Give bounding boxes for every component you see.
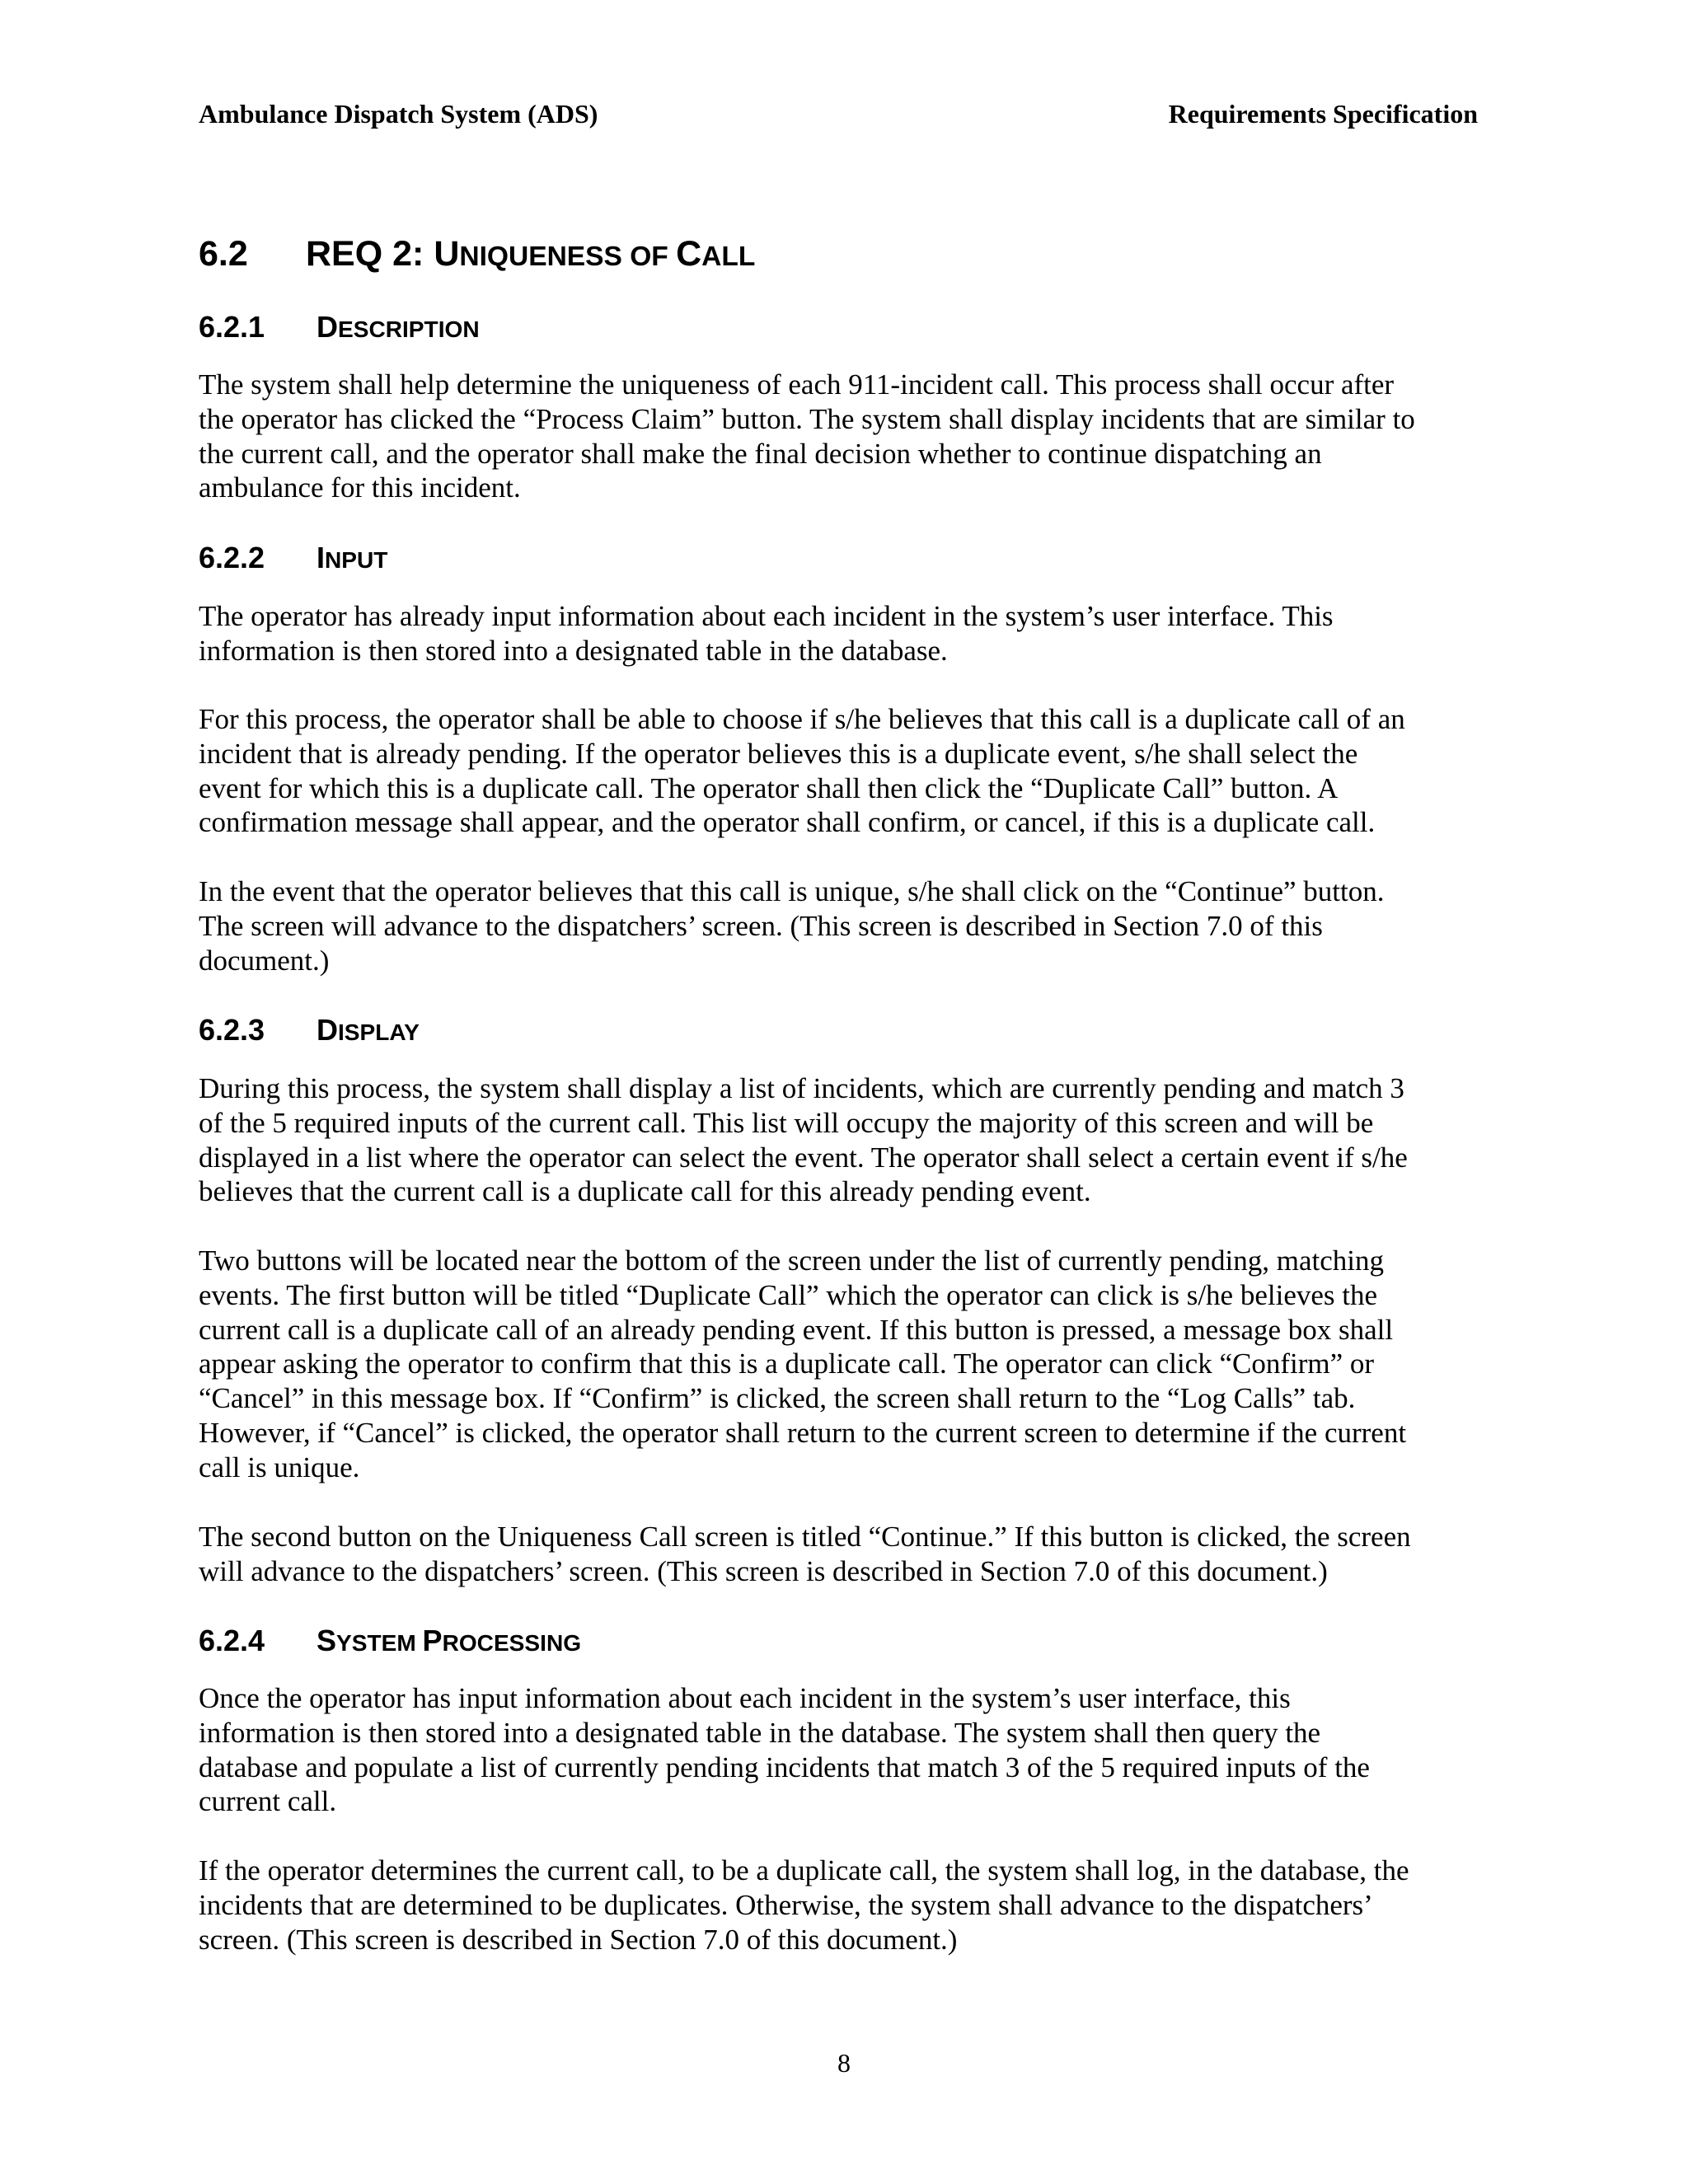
header-title: Ambulance Dispatch System (ADS) [199,99,598,129]
paragraph: In the event that the operator believes that this call is unique, s/he shall click on the “Continue” button. The screen will advance to the dispatchers’ screen. (This screen is described in Section 7.0 of this document.) [199,875,1385,977]
section-number: 6.2 [199,234,248,274]
subsection-heading-description [199,309,480,348]
subsection-title: DESCRIPTION [316,310,480,344]
paragraph: If the operator determines the current call, to be a duplicate call, the system shall log, in the database, the incidents that are determined to be duplicates. Otherwise, the system shall advance to the dispatchers’ screen. (This screen is described in Section 7.0 of this document.) [199,1854,1409,1956]
paragraph: The system shall help determine the uniqueness of each 911-incident call. This process shall occur after the operator has clicked the “Process Claim” button. The system shall display incidents that are similar to the current call, and the operator shall make the final decision whether to continue dispatching an ambulance for this incident. [199,368,1415,504]
subsection-heading-system-processing [199,1623,581,1661]
subsection-heading-display [199,1012,420,1051]
paragraph: For this process, the operator shall be able to choose if s/he believes that this call is a duplicate call of an incident that is already pending. If the operator believes this is a duplicate event, s/he shall select the event for which this is a duplicate call. The operator shall then click the “Duplicate Call” button. A confirmation message shall appear, and the operator shall confirm, or cancel, if this is a duplicate call. [199,703,1405,839]
header-doc-type: Requirements Specification [1168,99,1478,129]
paragraph: The operator has already input information about each incident in the system’s user interface. This information is then stored into a designated table in the database. [199,600,1334,667]
paragraph: During this process, the system shall display a list of incidents, which are currently pending and match 3 of the 5 required inputs of the current call. This list will occupy the majority of this screen and will be displayed in a list where the operator can select the event. The operator shall select a certain event if s/he believes that the current call is a duplicate call for this already pending event. [199,1072,1408,1208]
paragraph: The second button on the Uniqueness Call screen is titled “Continue.” If this button is clicked, the screen will advance to the dispatchers’ screen. (This screen is described in Section 7.0 of this document.) [199,1521,1411,1587]
subsection-number: 6.2.4 [199,1624,265,1657]
paragraph: Once the operator has input information about each incident in the system’s user interface, this information is then stored into a designated table in the database. The system shall then query the database and populate a list of currently pending incidents that match 3 of the 5 required inputs of the current call. [199,1682,1370,1818]
subsection-number: 6.2.3 [199,1013,265,1047]
subsection-number: 6.2.2 [199,541,265,574]
paragraph: Two buttons will be located near the bottom of the screen under the list of currently pending, matching events. The first button will be titled “Duplicate Call” which the operator can click is s/he believes the current call is a duplicate call of an already pending event. If this button is pressed, a message box shall appear asking the operator to confirm that this is a duplicate call. The operator can click “Confirm” or “Cancel” in this message box. If “Confirm” is clicked, the screen shall return to the “Log Calls” tab. However, if “Cancel” is clicked, the operator shall return to the current screen to determine if the current call is unique. [199,1244,1407,1483]
subsection-title: INPUT [316,541,388,574]
page-number: 8 [837,2048,851,2078]
section-prefix: REQ 2: [306,234,434,274]
section-heading [199,232,755,279]
subsection-title: SYSTEM PROCESSING [316,1624,582,1657]
subsection-heading-input [199,540,387,579]
section-title: UNIQUENESS OF CALL [434,234,756,274]
subsection-title: DISPLAY [316,1013,420,1047]
subsection-number: 6.2.1 [199,310,265,344]
